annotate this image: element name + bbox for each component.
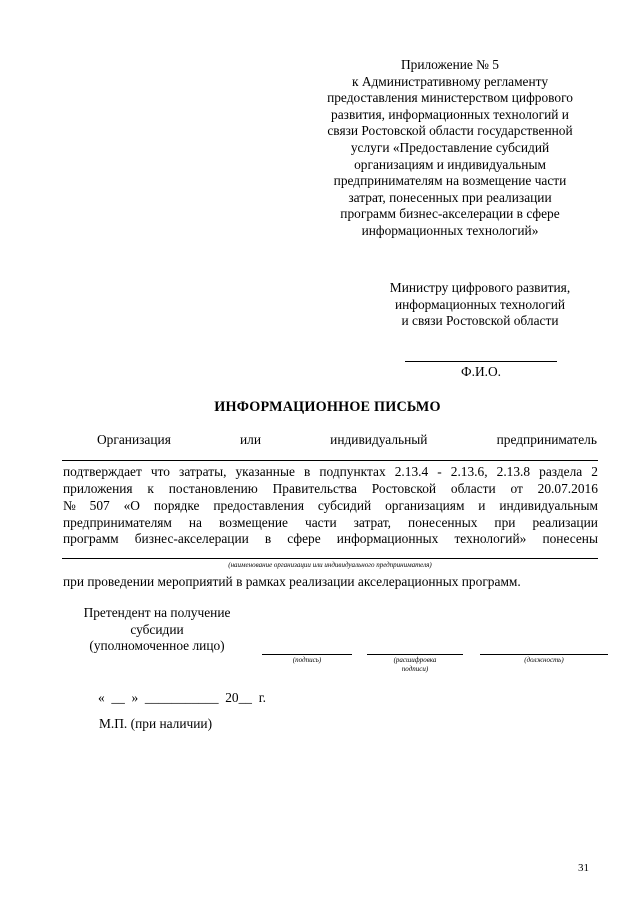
- body-word: в: [303, 464, 311, 479]
- applicant-line: субсидии: [130, 621, 184, 637]
- body-line: [63, 481, 598, 498]
- body-line: [63, 498, 598, 515]
- body-word: порядке: [153, 498, 200, 513]
- body-word: понесенных: [408, 515, 478, 530]
- appendix-line: предоставления министерством цифрового: [327, 90, 573, 106]
- decoding-caption-1: (расшифровка: [393, 656, 437, 664]
- body-word: раздела: [539, 464, 583, 479]
- body-word: и: [478, 498, 486, 513]
- addressee-line: информационных технологий: [394, 296, 566, 312]
- body-first-line: [97, 432, 597, 449]
- organization-caption: (наименование организации или индивидуального предпринимателя): [228, 561, 432, 569]
- decoding-caption-2: подписи): [401, 665, 429, 673]
- body-last-line: при проведении мероприятий в рамках реализации акселерационных программ.: [63, 574, 521, 589]
- appendix-line: развития, информационных технологий и: [331, 106, 569, 122]
- body-word: от: [510, 481, 523, 496]
- body-word: затрат,: [353, 515, 392, 530]
- body-word: программ: [63, 531, 119, 546]
- body-word: 20.07.2016: [537, 481, 598, 496]
- appendix-line: к Административному регламенту: [351, 73, 549, 89]
- body-word: части: [305, 515, 337, 530]
- body-word: постановлению: [168, 481, 258, 496]
- body-word: к: [147, 481, 154, 496]
- body-word: -: [437, 464, 442, 479]
- body-word: или: [240, 432, 262, 447]
- appendix-line: предпринимателям на возмещение части: [333, 173, 567, 189]
- body-word: при: [494, 515, 516, 530]
- body-word: приложения: [63, 481, 133, 496]
- body-word: предпринимателям: [63, 515, 172, 530]
- addressee-line: и связи Ростовской области: [401, 313, 559, 329]
- body-word: понесены: [542, 531, 598, 546]
- document-title: ИНФОРМАЦИОННОЕ ПИСЬМО: [214, 399, 441, 415]
- body-word: в: [264, 531, 272, 546]
- body-word: 2.13.4: [394, 464, 429, 479]
- appendix-line: организациям и индивидуальным: [354, 156, 546, 172]
- appendix-line: Приложение № 5: [400, 57, 500, 72]
- applicant-line: (уполномоченное лицо): [89, 638, 225, 654]
- decoding-line[interactable]: [367, 654, 463, 655]
- body-word: предприниматель: [496, 432, 597, 447]
- body-word: Ростовской: [371, 481, 437, 496]
- stamp-label: М.П. (при наличии): [99, 716, 213, 731]
- addressee-line: Министру цифрового развития,: [389, 280, 571, 295]
- body-word: реализации: [532, 515, 598, 530]
- body-word: 2.13.8: [496, 464, 531, 479]
- body-line: [63, 515, 598, 532]
- body-word: на: [188, 515, 203, 530]
- page-number: 31: [578, 862, 589, 874]
- body-word: Организация: [97, 432, 171, 447]
- organization-name-line[interactable]: [62, 460, 598, 461]
- position-caption: (должность): [524, 656, 564, 664]
- body-line: [63, 531, 598, 548]
- appendix-line: услуги «Предоставление субсидий: [350, 139, 550, 155]
- body-word: что: [150, 464, 170, 479]
- organization-name-line-2[interactable]: [62, 558, 598, 559]
- position-line[interactable]: [480, 654, 608, 655]
- body-word: подтверждает: [63, 464, 142, 479]
- body-word: информационных: [336, 531, 439, 546]
- body-word: индивидуальный: [330, 432, 428, 447]
- appendix-line: затрат, понесенных при реализации: [348, 189, 552, 205]
- fio-underline[interactable]: [405, 361, 557, 362]
- body-word: организациям: [385, 498, 465, 513]
- body-word: №: [63, 498, 76, 513]
- applicant-label: [62, 605, 252, 655]
- appendix-line: связи Ростовской области государственной: [327, 123, 573, 139]
- fio-label: Ф.И.О.: [461, 364, 501, 379]
- signature-caption: (подпись): [292, 656, 322, 664]
- body-word: затраты,: [179, 464, 227, 479]
- body-word: возмещение: [219, 515, 288, 530]
- body-word: 2.13.6,: [450, 464, 488, 479]
- date-line[interactable]: « __ » ___________ 20__ г.: [98, 690, 267, 705]
- body-word: 2: [591, 464, 598, 479]
- addressee-block: [360, 280, 600, 330]
- body-word: подпунктах: [319, 464, 386, 479]
- body-word: указанные: [235, 464, 295, 479]
- body-word: предоставления: [213, 498, 304, 513]
- appendix-line: информационных технологий»: [361, 222, 539, 238]
- body-word: Правительства: [272, 481, 357, 496]
- body-word: бизнес-акселерации: [134, 531, 249, 546]
- body-word: индивидуальным: [499, 498, 598, 513]
- body-word: области: [450, 481, 496, 496]
- body-word: сфере: [287, 531, 321, 546]
- body-word: технологий»: [454, 531, 527, 546]
- applicant-line: Претендент на получение: [83, 605, 231, 620]
- appendix-header: [305, 57, 595, 240]
- body-word: субсидий: [317, 498, 372, 513]
- body-line: [63, 464, 598, 481]
- appendix-line: программ бизнес-акселерации в сфере: [340, 206, 560, 222]
- body-word: «О: [123, 498, 140, 513]
- body-word: 507: [89, 498, 110, 513]
- signature-line[interactable]: [262, 654, 352, 655]
